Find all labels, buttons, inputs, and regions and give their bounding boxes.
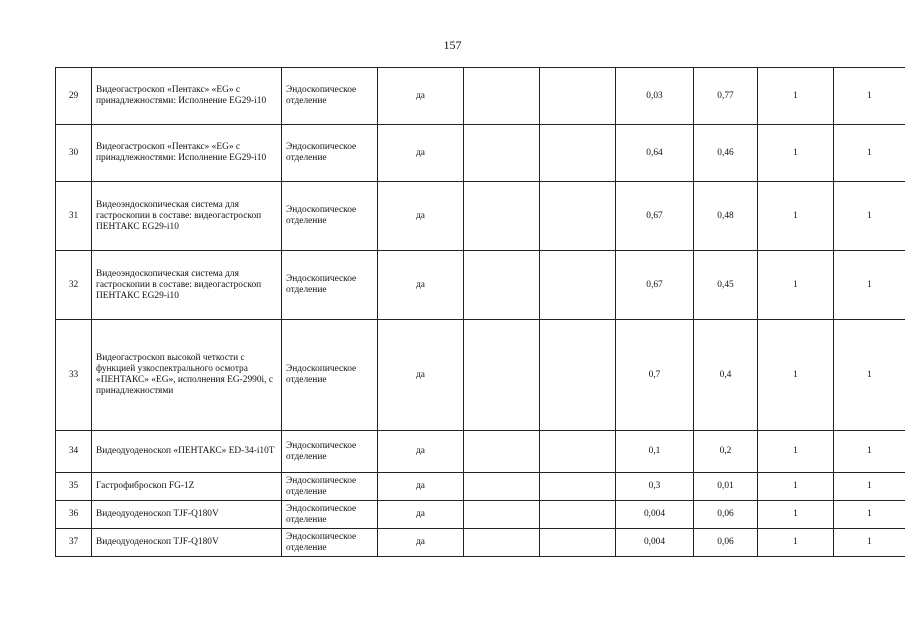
department-cell: Эндоскопическое отделение: [282, 473, 378, 501]
empty-cell: [540, 529, 616, 557]
value-two-cell: 0,01: [694, 473, 758, 501]
count-two-cell: 1: [834, 125, 905, 182]
value-one-cell: 0,67: [616, 182, 694, 251]
empty-cell: [540, 182, 616, 251]
count-one-cell: 1: [758, 182, 834, 251]
table-row: [56, 251, 905, 320]
empty-cell: [540, 251, 616, 320]
equipment-name-cell: Видеогастроскоп «Пентакс» «EG» с принадлежностями: Исполнение EG29-i10: [92, 68, 282, 125]
count-two-cell: 1: [834, 501, 905, 529]
department-cell: Эндоскопическое отделение: [282, 125, 378, 182]
empty-cell: [540, 431, 616, 473]
count-two-cell: 1: [834, 529, 905, 557]
empty-cell: [464, 473, 540, 501]
empty-cell: [464, 501, 540, 529]
value-one-cell: 0,1: [616, 431, 694, 473]
value-one-cell: 0,67: [616, 251, 694, 320]
table-row: [56, 473, 905, 501]
value-one-cell: 0,004: [616, 529, 694, 557]
row-number-cell: 35: [56, 473, 92, 501]
value-two-cell: 0,06: [694, 501, 758, 529]
table-row: [56, 431, 905, 473]
count-two-cell: 1: [834, 473, 905, 501]
count-two-cell: 1: [834, 182, 905, 251]
empty-cell: [464, 431, 540, 473]
value-one-cell: 0,64: [616, 125, 694, 182]
equipment-table: [55, 67, 905, 557]
row-number-cell: 36: [56, 501, 92, 529]
table-body: [56, 68, 905, 557]
table-row: [56, 125, 905, 182]
page-number: 157: [443, 38, 462, 52]
table-row: [56, 182, 905, 251]
value-two-cell: 0,45: [694, 251, 758, 320]
table-row: [56, 529, 905, 557]
empty-cell: [464, 529, 540, 557]
row-number-cell: 34: [56, 431, 92, 473]
empty-cell: [464, 182, 540, 251]
count-two-cell: 1: [834, 68, 905, 125]
availability-cell: да: [378, 125, 464, 182]
empty-cell: [540, 68, 616, 125]
availability-cell: да: [378, 431, 464, 473]
empty-cell: [540, 473, 616, 501]
equipment-name-cell: Видеодуоденоскоп TJF-Q180V: [92, 529, 282, 557]
empty-cell: [464, 251, 540, 320]
count-one-cell: 1: [758, 68, 834, 125]
availability-cell: да: [378, 182, 464, 251]
department-cell: Эндоскопическое отделение: [282, 320, 378, 431]
count-one-cell: 1: [758, 501, 834, 529]
value-one-cell: 0,7: [616, 320, 694, 431]
count-two-cell: 1: [834, 320, 905, 431]
row-number-cell: 32: [56, 251, 92, 320]
department-cell: Эндоскопическое отделение: [282, 431, 378, 473]
value-one-cell: 0,3: [616, 473, 694, 501]
equipment-name-cell: Гастрофиброскоп FG-1Z: [92, 473, 282, 501]
availability-cell: да: [378, 501, 464, 529]
availability-cell: да: [378, 320, 464, 431]
row-number-cell: 31: [56, 182, 92, 251]
value-two-cell: 0,48: [694, 182, 758, 251]
count-one-cell: 1: [758, 431, 834, 473]
department-cell: Эндоскопическое отделение: [282, 529, 378, 557]
row-number-cell: 33: [56, 320, 92, 431]
value-two-cell: 0,2: [694, 431, 758, 473]
value-one-cell: 0,03: [616, 68, 694, 125]
value-two-cell: 0,4: [694, 320, 758, 431]
department-cell: Эндоскопическое отделение: [282, 68, 378, 125]
table-row: [56, 320, 905, 431]
count-two-cell: 1: [834, 251, 905, 320]
availability-cell: да: [378, 529, 464, 557]
empty-cell: [540, 320, 616, 431]
count-two-cell: 1: [834, 431, 905, 473]
count-one-cell: 1: [758, 529, 834, 557]
equipment-name-cell: Видеогастроскоп «Пентакс» «EG» с принадлежностями: Исполнение EG29-i10: [92, 125, 282, 182]
equipment-name-cell: Видеодуоденоскоп TJF-Q180V: [92, 501, 282, 529]
availability-cell: да: [378, 251, 464, 320]
row-number-cell: 29: [56, 68, 92, 125]
availability-cell: да: [378, 68, 464, 125]
row-number-cell: 30: [56, 125, 92, 182]
equipment-name-cell: Видеогастроскоп высокой четкости с функцией узкоспектрального осмотра «ПЕНТАКС» «EG», исполнения EG-2990i, с принадлежностями: [92, 320, 282, 431]
count-one-cell: 1: [758, 473, 834, 501]
empty-cell: [540, 125, 616, 182]
empty-cell: [540, 501, 616, 529]
equipment-name-cell: Видеодуоденоскоп «ПЕНТАКС» ED-34-i10T: [92, 431, 282, 473]
count-one-cell: 1: [758, 251, 834, 320]
empty-cell: [464, 125, 540, 182]
department-cell: Эндоскопическое отделение: [282, 501, 378, 529]
table-row: [56, 68, 905, 125]
department-cell: Эндоскопическое отделение: [282, 251, 378, 320]
value-one-cell: 0,004: [616, 501, 694, 529]
count-one-cell: 1: [758, 320, 834, 431]
equipment-name-cell: Видеоэндоскопическая система для гастроскопии в составе: видеогастроскоп ПЕНТАКС EG29-i10: [92, 251, 282, 320]
department-cell: Эндоскопическое отделение: [282, 182, 378, 251]
availability-cell: да: [378, 473, 464, 501]
empty-cell: [464, 320, 540, 431]
count-one-cell: 1: [758, 125, 834, 182]
equipment-name-cell: Видеоэндоскопическая система для гастроскопии в составе: видеогастроскоп ПЕНТАКС EG29-i10: [92, 182, 282, 251]
row-number-cell: 37: [56, 529, 92, 557]
empty-cell: [464, 68, 540, 125]
value-two-cell: 0,06: [694, 529, 758, 557]
value-two-cell: 0,77: [694, 68, 758, 125]
value-two-cell: 0,46: [694, 125, 758, 182]
table-row: [56, 501, 905, 529]
